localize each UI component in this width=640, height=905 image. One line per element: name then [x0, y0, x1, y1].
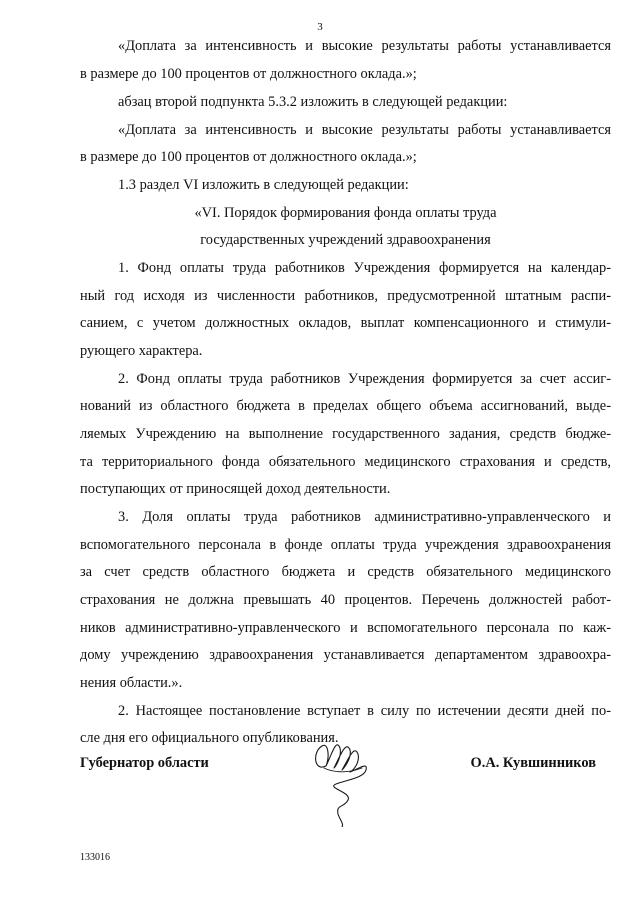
paragraph-line: ный год исходя из численности работников, предусмотренной штатным распи- [80, 288, 611, 304]
paragraph-line: рующего характера. [80, 343, 203, 359]
paragraph-line: «Доплата за интенсивность и высокие результаты работы устанавливается [118, 122, 611, 138]
page-number: 3 [317, 21, 323, 33]
signer-position-title: Губернатор области [80, 755, 209, 771]
paragraph-line: 2. Фонд оплаты труда работников Учреждения формируется за счет ассиг- [118, 371, 611, 387]
paragraph-line: нения области.». [80, 675, 183, 691]
document-code: 133016 [80, 852, 110, 863]
paragraph-line: нований из областного бюджета в пределах общего объема ассигнований, выде- [80, 398, 611, 414]
paragraph-line: 1.3 раздел VI изложить в следующей редакции: [118, 177, 409, 193]
section-heading-line: «VI. Порядок формирования фонда оплаты труда [194, 205, 497, 221]
paragraph-line: 3. Доля оплаты труда работников административно-управленческого и [118, 509, 611, 525]
paragraph-line: та территориального фонда обязательного медицинского страхования и средств, [80, 454, 611, 470]
paragraph-line: санием, с учетом должностных окладов, выплат компенсационного и стимули- [80, 315, 611, 331]
paragraph-line: поступающих от приносящей доход деятельности. [80, 481, 391, 497]
paragraph-line: сле дня его официального опубликования. [80, 730, 339, 746]
paragraph-line: «Доплата за интенсивность и высокие результаты работы устанавливается [118, 38, 611, 54]
section-heading-line: государственных учреждений здравоохранения [200, 232, 491, 248]
paragraph-line: в размере до 100 процентов от должностного оклада.»; [80, 149, 417, 165]
paragraph-line: ляемых Учреждению на выполнение государственного задания, средств бюдже- [80, 426, 611, 442]
paragraph-line: абзац второй подпункта 5.3.2 изложить в следующей редакции: [118, 94, 508, 110]
paragraph-line: в размере до 100 процентов от должностного оклада.»; [80, 66, 417, 82]
paragraph-line: дому учреждению здравоохранения устанавливается департаментом здравоохра- [80, 647, 611, 663]
paragraph-line: вспомогательного персонала в фонде оплаты труда учреждения здравоохранения [80, 537, 611, 553]
handwritten-signature [306, 732, 376, 827]
signer-name: О.А. Кувшинников [470, 755, 596, 771]
paragraph-line: 2. Настоящее постановление вступает в силу по истечении десяти дней по- [118, 703, 611, 719]
paragraph-line: ников административно-управленческого и вспомогательного персонала по каж- [80, 620, 611, 636]
paragraph-line: за счет средств областного бюджета и средств обязательного медицинского [80, 564, 611, 580]
paragraph-line: 1. Фонд оплаты труда работников Учреждения формируется на календар- [118, 260, 611, 276]
paragraph-line: страхования не должна превышать 40 процентов. Перечень должностей работ- [80, 592, 611, 608]
